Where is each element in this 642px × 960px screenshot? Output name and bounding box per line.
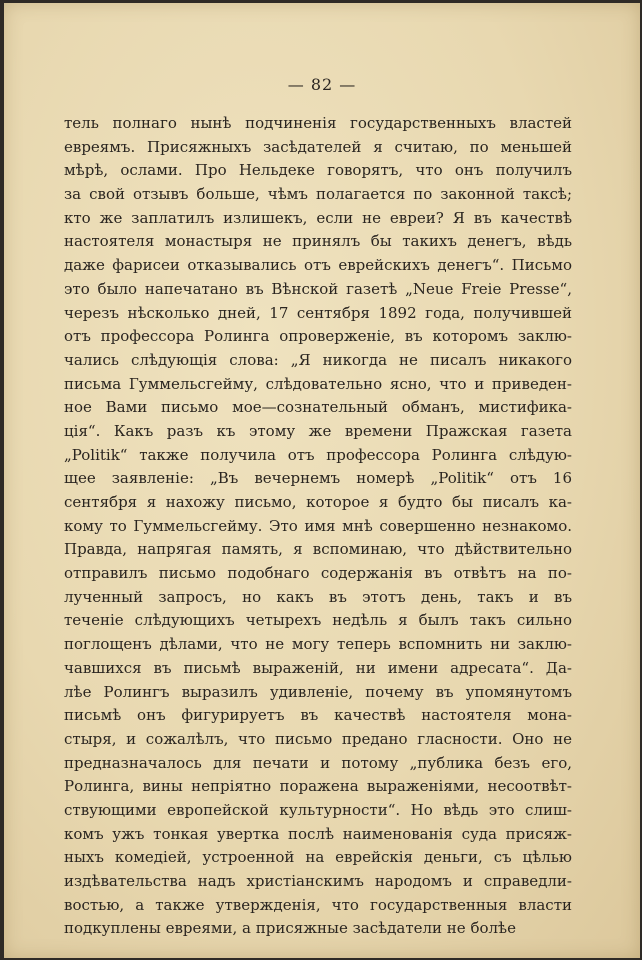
text-line: комъ ужъ тонкая увертка послѣ наименованія суда присяж- [64, 824, 572, 843]
text-line: подкуплены евреями, а присяжные засѣдатели не болѣе [64, 919, 516, 938]
text-line: ствующими европейской культурности“. Но вѣдь это слиш- [64, 800, 572, 819]
text-line: отправилъ письмо подобнаго содержанія въ отвѣтъ на по- [64, 564, 572, 583]
text-line: „Politik“ также получила отъ профессора Ролинга слѣдую- [64, 445, 572, 464]
page-number: — 82 — [287, 75, 357, 94]
text-line: это было напечатано въ Вѣнской газетѣ „Neue Freie Presse“, [64, 279, 572, 298]
text-line: поглощенъ дѣлами, что не могу теперь вспомнить ни заклю- [64, 635, 572, 654]
text-line: ное Вами письмо мое—сознательный обманъ, мистифика- [64, 398, 572, 417]
book-page [4, 3, 640, 958]
text-line: ція“. Какъ разъ къ этому же времени Пражская газета [64, 421, 572, 440]
text-line: черезъ нѣсколько дней, 17 сентября 1892 года, получившей [64, 303, 572, 322]
text-line: Ролинга, вины непріятно поражена выраженіями, несоотвѣт- [64, 777, 572, 796]
text-line: отъ профессора Ролинга опроверженіе, въ которомъ заклю- [64, 327, 572, 346]
text-line: стыря, и сожалѣлъ, что письмо предано гласности. Оно не [64, 729, 572, 748]
text-line: тель полнаго нынѣ подчиненія государственныхъ властей [64, 114, 572, 132]
text-line: Правда, напрягая память, я вспоминаю, что дѣйствительно [64, 540, 572, 559]
text-line: кто же заплатилъ излишекъ, если не евреи? Я въ качествѣ [64, 208, 572, 227]
body-text [64, 112, 572, 941]
text-line: щее заявленіе: „Въ вечернемъ номерѣ „Politik“ отъ 16 [64, 469, 572, 488]
text-line: настоятеля монастыря не принялъ бы такихъ денегъ, вѣдь [64, 232, 572, 251]
text-line: даже фарисеи отказывались отъ еврейскихъ денегъ“. Письмо [64, 256, 572, 275]
text-line: евреямъ. Присяжныхъ засѣдателей я считаю, по меньшей [64, 137, 572, 156]
text-line: чавшихся въ письмѣ выраженій, ни имени адресата“. Да- [64, 658, 572, 677]
text-line: кому то Гуммельсгейму. Это имя мнѣ совершенно незнакомо. [64, 516, 572, 535]
text-line: лѣе Ролингъ выразилъ удивленіе, почему въ упомянутомъ [64, 682, 572, 701]
text-line: чались слѣдующія слова: „Я никогда не писалъ никакого [64, 350, 572, 369]
text-line: ныхъ комедіей, устроенной на еврейскія деньги, съ цѣлью [64, 848, 572, 867]
text-line: теченіе слѣдующихъ четырехъ недѣль я былъ такъ сильно [64, 611, 572, 630]
text-line: востью, а также утвержденія, что государственныя власти [64, 895, 572, 914]
text-line: предназначалось для печати и потому „публика безъ его, [64, 753, 572, 772]
text-line: издѣвательства надъ христіанскимъ народомъ и справедли- [64, 872, 572, 890]
text-line: письма Гуммельсгейму, слѣдовательно ясно, что и приведен- [64, 374, 572, 393]
text-line: мѣрѣ, ослами. Про Нельдеке говорятъ, что онъ получилъ [64, 161, 572, 180]
text-line: за свой отзывъ больше, чѣмъ полагается по законной таксѣ; [64, 185, 572, 204]
text-line: лученный запросъ, но какъ въ этотъ день, такъ и въ [64, 587, 572, 606]
text-line: сентября я нахожу письмо, которое я будто бы писалъ ка- [64, 493, 572, 511]
text-line: письмѣ онъ фигурируетъ въ качествѣ настоятеля мона- [64, 706, 572, 725]
